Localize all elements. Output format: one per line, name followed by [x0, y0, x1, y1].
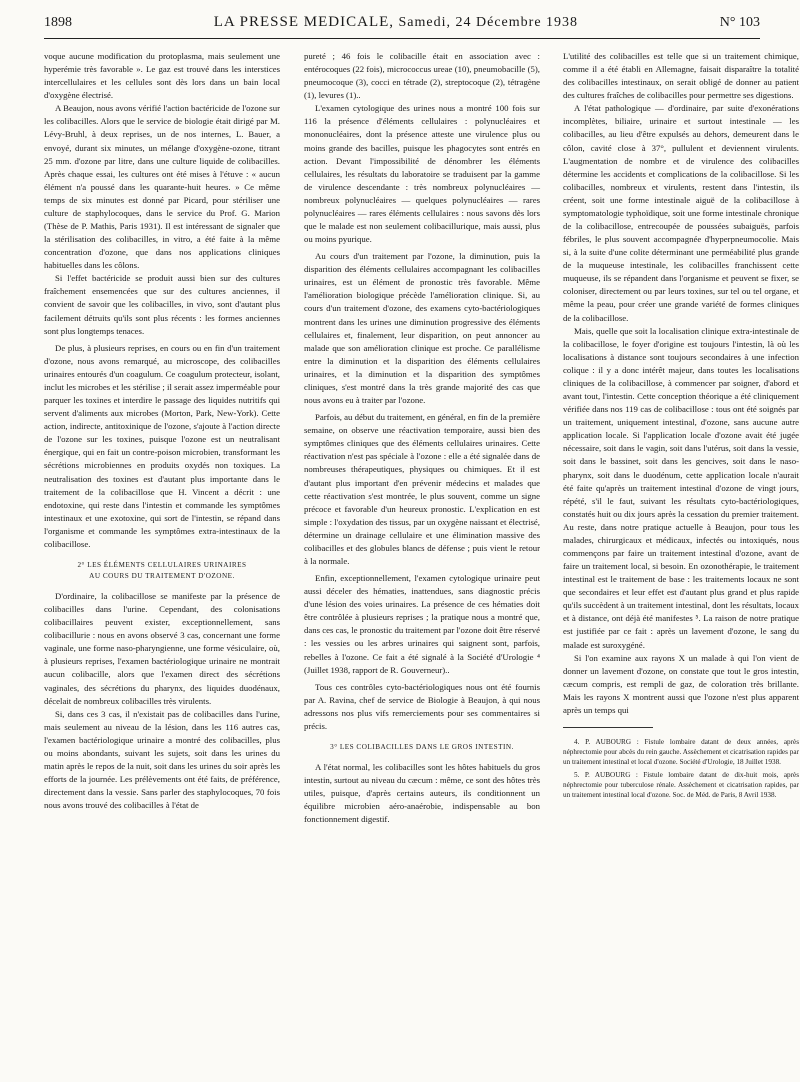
paragraph: Si l'on examine aux rayons X un malade à qui l'on vient de donner un lavement d'ozone, on constate que tout le gros intestin, cæcum compris, est rempli de gaz, de coloration très brillante. Mais les rayons X montrent aussi que l'ozone n'est plus apparent après un temps qui	[563, 652, 799, 715]
paragraph: De plus, à plusieurs reprises, en cours ou en fin d'un traitement d'ozone, nous avons remarqué, au microscope, des colibacilles urinaires entourés d'un coagulum. Ce coagulum protecteur, isolant, inclut les microbes et les stérilise ; il serait assez imperméable pour parquer les toxines et interdire le passage des liquides nutritifs qui servent d'aliments aux microbes (Morton, Park, New-York). Cette action, indirecte, antitoxinique de l'ozone, s'ajoute à l'action directe de l'ozone sur les toxines, puisque l'ozone est un neutralisant énergique, qui en fait un contre-poison microbien, transformant les sécrétions microbiennes en produits oxydés non toxiques. La neutralisation des toxines est d'autant plus importante dans le traitement de la colibacillose que H. Vincent a décrit : une endotoxine, qui reste dans l'intestin et commande les symptômes intestinaux et une exotoxine, qui sort de l'intestin, se répand dans l'organisme et commande les symptômes extra-intestinaux de la colibacillose.	[44, 342, 280, 549]
footnote-4: 4. P. AUBOURG : Fistule lombaire datant de deux années, après néphrectomie pour abcès du rein gauche. Assèchement et cicatrisation rapides par un traitement intestinal et local d'ozone. Société d'Urologie, 18 Juillet 1938.	[563, 737, 799, 766]
footnote-5: 5. P. AUBOURG : Fistule lombaire datant de dix-huit mois, après néphrectomie pour tuberculose rénale. Assèchement et cicatrisation rapides, par un traitement intestinal local d'ozone. Soc. de Méd. de Paris, 8 Avril 1938.	[563, 771, 799, 799]
paragraph: pureté ; 46 fois le colibacille était en association avec : entérocoques (22 fois), micrococcus ureae (10), pneumobacille (5), pneumocoque (3), cocci en tétrade (2), streptocoque (2), tétragène (1), levures (1)..	[304, 51, 540, 101]
paragraph: L'examen cytologique des urines nous a montré 100 fois sur 116 la présence d'éléments cellulaires : polynucléaires et mononucléaires, dont la présence atteste une virulence plus ou moins grande des bacilles, puisque les phagocytes sont entrés en action. Devant l'impossibilité de dénombrer les éléments cellulaires, les résultats du laboratoire se traduisent par la gamme de virulence descendante : très nombreux polynucléaires — nombreux polynucléaires — quelques polynucléaires — rares polynucléaires — rares éléments cellulaires : nous savons dès lors que le malade est non seulement colibacillurique, mais aussi, plus ou moins pyurique.	[304, 103, 540, 245]
paragraph: Mais, quelle que soit la localisation clinique extra-intestinale de la colibacillose, le foyer d'origine est toujours l'intestin, là où les localisations à distance sont toujours secondaires à une infection colique : il y a donc intérêt majeur, dans toutes les localisations cliniques de la colibacillose, à commencer par soigner, d'abord et avant tout, l'intestin. Cette conception théorique a été cliniquement vérifiée dans nos 119 cas de colibacillose : tous ont été soignés par un traitement, uniquement intestinal, d'ozone, sans aucune autre application locale. Si l'application locale d'ozone avait été jugée nécessaire, soit dans le vagin, soit dans l'utérus, soit dans la vessie, soit dans le bassinet, soit dans les gencives, soit dans le naso-pharynx, soit dans le duodénum, cette application locale n'aurait été faite qu'après un traitement intestinal d'ozone de vingt jours, répété, s'il le faut, suivant les résultats cyto-bactériologiques, constatés huit ou dix jours après la cessation du premier traitement. Au reste, dans notre pratique actuelle à Beaujon, pour tous les malades, chirurgicaux et médicaux, infectés ou intoxiqués, nous commençons par faire un traitement intestinal d'ozone, avant de faire un traitement local, si besoin. En ozonothérapie, le traitement intestinal est le traitement de base : les traitements locaux ne sont que secondaires et leur effet est d'autant plus grand et plus rapide qu'ils succèdent à un traitement intestinal, dont les résultats, locaux et à distance, ont déjà été manifestes ⁵. La raison de notre pratique est justifiée par ce fait : après un lavement d'ozone, le sang du malade est suroxygéné.	[563, 325, 799, 650]
column-1	[44, 50, 280, 812]
column-3	[563, 50, 799, 801]
paragraph: Si l'effet bactéricide se produit aussi bien sur des cultures fraîchement ensemencées que sur des cultures anciennes, il convient de savoir que les colibacilles, in vivo, sont d'autant plus facilement détruits qu'ils sont plus récents : les formes anciennes sont plus longtemps tenaces.	[44, 273, 280, 336]
paragraph: A Beaujon, nous avons vérifié l'action bactéricide de l'ozone sur les colibacilles. Alors que le service de biologie était dirigé par M. Lévy-Bruhl, à deux reprises, un de nos internes, L. Bauer, a envoyé, durant six minutes, un mélange d'oxygène-ozone, titrant 25 mm. d'ozone par litre, dans une culture liquide de colibacilles. Après chaque essai, les cultures ont été mises à l'étuve : « aucun élément n'a poussé dans les quarante-huit heures. » Ce même temps de six minutes est donné par Picard, pour stériliser une culture de staphylocoques, dans le service du Prof. G. Marion (Thèse de P. Mathis, Paris 1931). Il est intéressant de signaler que la stérilisation des colibacilles, in vitro, a été faite à la même concentration d'ozone, que dans nos applications cliniques habituelles dans les côlons.	[44, 103, 280, 271]
section-heading-line: 2° LES ÉLÉMENTS CELLULAIRES URINAIRES	[77, 560, 247, 569]
paragraph: Au cours d'un traitement par l'ozone, la diminution, puis la disparition des éléments cellulaires accompagnant les colibacilles urinaires, est un élément de pronostic très favorable. Même l'amélioration biologique précède l'amélioration clinique. Si, au cours d'un traitement d'ozone, des examens cyto-bactériologiques montrent dans les urines une diminution progressive des éléments cellulaires et, finalement, leur disparition, on peut annoncer au malade que son amélioration clinique est proche. Ce parallélisme entre la diminution et la disparition des éléments cellulaires urinaires, et la diminution et la disparition des symptômes cliniques, s'est montré dans la très grande majorité des cas que nous avons eu à traiter par l'ozone.	[304, 251, 540, 406]
section-heading-3	[304, 742, 540, 753]
masthead	[44, 14, 760, 39]
footnotes	[563, 738, 799, 801]
footnote-rule	[563, 727, 653, 734]
paragraph: voque aucune modification du protoplasma, mais seulement une hyperémie très favorable ». Le gaz est trouvé dans les interstices intercellulaires et les cellules sont dès lors dans un bain local d'oxygène électrisé.	[44, 51, 280, 101]
column-2	[304, 50, 540, 826]
paragraph: L'utilité des colibacilles est telle que si un traitement chimique, comme il a été établi en Allemagne, faisait disparaître la totalité des colibacilles intestinaux, on serait obligé de donner au patient des cultures fraîches de colibacilles pour permettre ses digestions.	[563, 51, 799, 101]
paragraph: A l'état normal, les colibacilles sont les hôtes habituels du gros intestin, surtout au niveau du cæcum : même, ce sont des hôtes très utiles, puisque, d'après certains auteurs, ils conditionnent un équilibre microbien aéro-anaérobie, indispensable au bon fonctionnement digestif.	[304, 761, 540, 825]
issue-number: N° 103	[719, 15, 760, 30]
paragraph: D'ordinaire, la colibacillose se manifeste par la présence de colibacilles dans l'urine. Cependant, des colonisations colibacillaires peuvent exister, exceptionnellement, sans colibacillurie : nous en avons observé 3 cas, concernant une forme vaginale, une forme naso-pharyngienne, une forme vésiculaire, où, à plusieurs reprises, l'examen bactériologique urinaire ne montrait aucun colibacille, alors que l'examen direct des sécrétions vaginales, des sécrétions du pharynx, des liquides duodénaux, décelait de nombreux colibacilles très virulents.	[44, 590, 280, 706]
year: 1898	[44, 15, 72, 30]
section-heading-line: AU COURS DU TRAITEMENT D'OZONE.	[89, 571, 235, 580]
paragraph: Tous ces contrôles cyto-bactériologiques nous ont été fournis par A. Ravina, chef de service de Biologie à Beaujon, à qui nous adressons nos plus vifs remerciements pour ses commentaires si précis.	[304, 681, 540, 731]
issue-date: Samedi, 24 Décembre 1938	[398, 15, 579, 30]
section-heading-2	[44, 560, 280, 582]
section-heading-line: 3° LES COLIBACILLES DANS LE GROS INTESTIN.	[330, 742, 514, 751]
paragraph: A l'état pathologique — d'ordinaire, par suite d'exonérations incomplètes, biliaire, urinaire et surtout intestinale — les colibacilles, au lieu d'être expulsés au dehors, demeurent dans le côlon, cavité close à 37°, pullulent et deviennent virulents. L'augmentation de nombre et de virulence des colibacilles détermine les accidents et complications de la colibacillose. Si les colibacilles, nombreux et virulents, restent dans l'intestin, ils créent, soit une forme intestinale aiguë de la colibacillose à symptomatologie typhoïdique, soit une forme intestinale chronique de la colibacillose, entrecoupée de poussées subaiguës, parfois fébriles, le plus souvent accompagnée d'hyperpneumocolie. Mais si, à la suite d'une colite déterminant une perméabilité plus grande de la muqueuse intestinale, les colibacilles franchissent cette muqueuse, ils se répandent dans l'organisme et peuvent se fixer, se coloniser, directement ou par leurs toxines, sur tel ou tel organe, et même la peau, pour créer une grande variété de formes cliniques de la colibacillose.	[563, 103, 799, 323]
masthead-title-line	[214, 14, 578, 31]
paragraph: Parfois, au début du traitement, en général, en fin de la première semaine, on observe une réactivation temporaire, aussi bien des symptômes cliniques que des éléments cellulaires urinaires. Cette réactivation n'est pas spéciale à l'ozone : elle a été signalée dans de nombreuses thérapeutiques, physiques ou chimiques. Et il est d'autant plus important d'en prévenir médecins et malades que cette réactivation s'est montrée, le plus souvent, comme un signe précoce et favorable d'un heureux pronostic. L'explication en est simple : l'oxydation des tissus, par un oxygène naissant et électrisé, détermine un drainage cellulaire et une élimination massive des colibacilles et des globules blancs de défense ; puis vient le retour à la normale.	[304, 412, 540, 566]
paragraph: Si, dans ces 3 cas, il n'existait pas de colibacilles dans l'urine, mais seulement au niveau de la lésion, dans les 116 autres cas, l'examen bactériologique urinaire a montré des colibacilles, plus ou moins abondants, suivant les sujets, soit dans les urines du matin après le repos de la nuit, soit dans les urines du soir après les efforts de la journée. Les prélèvements ont été faits, de préférence, directement dans la vessie. Sans parler des staphylocoques, 70 fois nous avons trouvé des colibacilles à l'état de	[44, 708, 280, 811]
paragraph: Enfin, exceptionnellement, l'examen cytologique urinaire peut aussi déceler des hématies, inattendues, sans diagnostic précis d'une lésion des voies urinaires. La présence de ces hématies doit être contrôlée à plusieurs reprises ; la pratique nous a montré que, dans ces cas, le pronostic du traitement par l'ozone doit être réservé : les vessies ou les arbres urinaires qui saignent sont, parfois, rebelles à l'ozone. Ce fait a été signalé à la Société d'Urologie ⁴ (Juillet 1938, rapport de R. Gouverneur)..	[304, 573, 540, 675]
journal-title: LA PRESSE MEDICALE,	[213, 14, 395, 30]
